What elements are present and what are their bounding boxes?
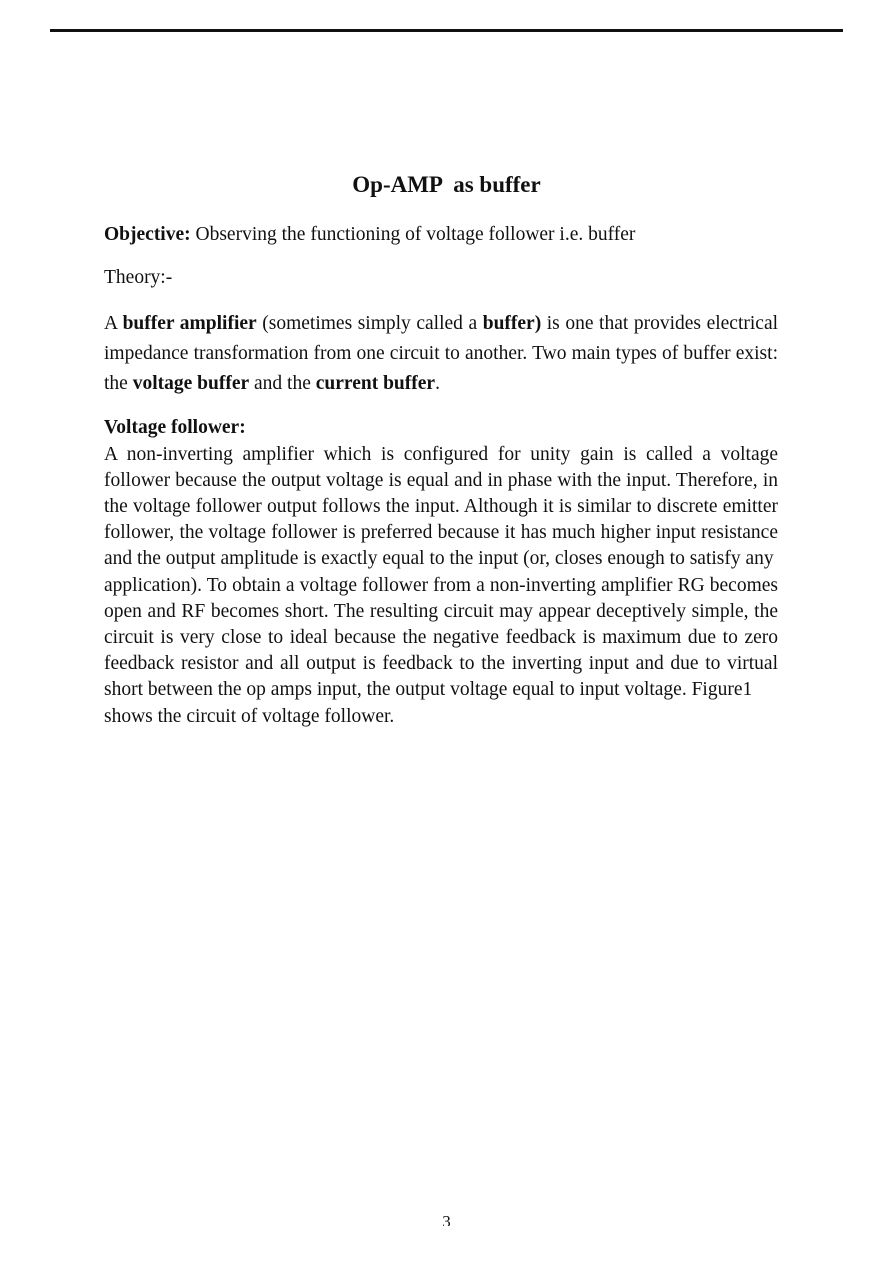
voltage-buffer-term: voltage buffer <box>132 373 250 395</box>
page-title: Op-AMP as buffer <box>352 172 541 197</box>
voltage-follower-heading: Voltage follower: <box>104 417 246 439</box>
buffer-text-2: (sometimes simply called a <box>256 313 483 335</box>
buffer-term: buffer) <box>482 313 542 335</box>
current-buffer-term: current buffer <box>315 373 436 395</box>
header-rule <box>50 29 843 32</box>
page-number: 3 <box>442 1212 451 1226</box>
theory-heading: Theory:- <box>104 267 173 289</box>
objective-text: Observing the functioning of voltage follower i.e. buffer <box>190 224 636 245</box>
voltage-follower-paragraph-3: shows the circuit of voltage follower. <box>104 705 395 727</box>
buffer-paragraph <box>104 309 778 399</box>
objective-line <box>104 222 778 248</box>
document-body <box>104 222 778 730</box>
objective-label: Objective: <box>104 224 191 245</box>
buffer-text-3: is one that provides electrical impedance transformation from one circuit to another. Two main types of buffer exist: the <box>104 313 779 395</box>
buffer-text-5: . <box>435 373 440 395</box>
buffer-text-4: and the <box>249 373 316 395</box>
voltage-follower-paragraph-1: A non-inverting amplifier which is configured for unity gain is called a voltage follower because the output voltage is equal and in phase with the input. Therefore, in the voltage follower output follows the input. Although it is similar to discrete emitter follower, the voltage follower is preferred because it has much higher input resistance and the output amplitude is exactly equal to the input (or, closes enough to satisfy any <box>104 443 778 570</box>
voltage-follower-paragraph-2: application). To obtain a voltage follower from a non-inverting amplifier RG becomes open and RF becomes short. The resulting circuit may appear deceptively simple, the circuit is very close to ideal because the negative feedback is maximum due to zero feedback resistor and all output is feedback to the inverting input and due to virtual short between the op amps input, the output voltage equal to input voltage. Figure1 <box>104 574 778 701</box>
buffer-amplifier-term: buffer amplifier <box>122 313 257 335</box>
buffer-text-1: A <box>104 313 123 335</box>
